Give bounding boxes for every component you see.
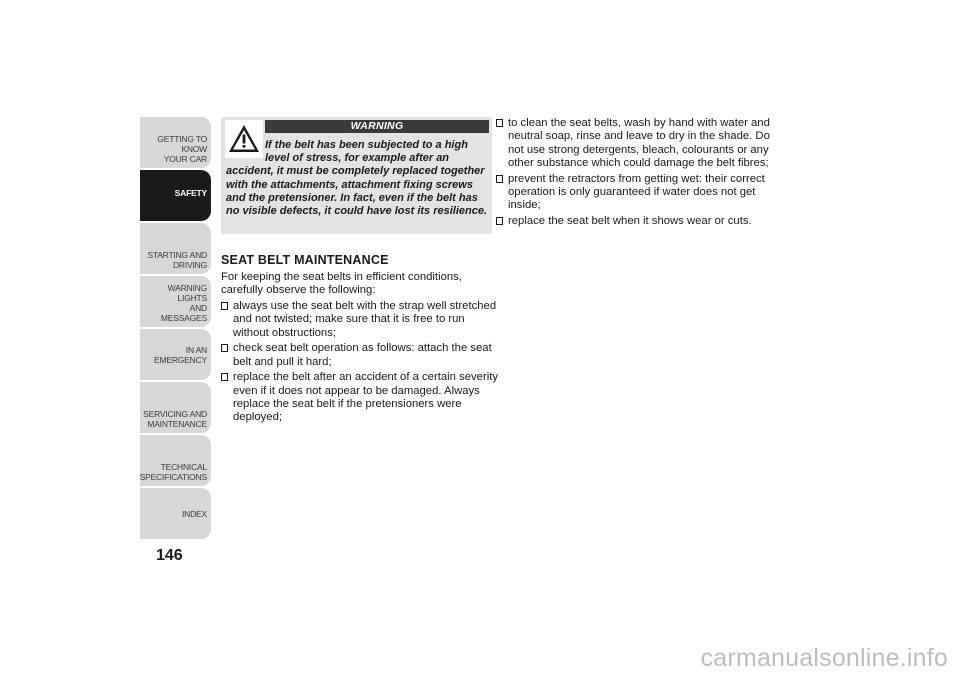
tab-getting-to-know-your-car[interactable] xyxy=(140,117,211,168)
section-title: SEAT BELT MAINTENANCE xyxy=(221,253,389,267)
tab-label: INDEX xyxy=(182,508,207,519)
tab-warning-lights-and-messages[interactable] xyxy=(140,276,211,327)
checkbox-bullet-icon xyxy=(221,373,228,381)
tab-label: STARTING AND DRIVING xyxy=(147,250,207,270)
tab-servicing-and-maintenance[interactable] xyxy=(140,382,211,433)
tab-starting-and-driving[interactable] xyxy=(140,223,211,274)
tab-label: TECHNICAL SPECIFICATIONS xyxy=(139,462,207,482)
checkbox-bullet-icon xyxy=(221,344,228,352)
warning-box xyxy=(221,117,492,234)
tab-label: SAFETY xyxy=(174,187,207,198)
warning-text-first: If the belt has been subjected to a high level of stress, for example after an xyxy=(265,139,468,165)
warning-text xyxy=(226,139,488,218)
list-item xyxy=(221,300,499,340)
list-item xyxy=(496,173,781,213)
warning-text-rest: accident, it must be completely replaced together with the attachments, attachment fixing screws and the pretensioner. In fact, even if the belt has no visible defects, it could have lost its resilience. xyxy=(226,165,488,218)
tab-safety[interactable] xyxy=(140,170,211,221)
list-item xyxy=(496,117,781,170)
list-item-text: check seat belt operation as follows: attach the seat belt and pull it hard; xyxy=(233,342,492,368)
bullet-list-left xyxy=(221,300,499,427)
tab-label: GETTING TO KNOW YOUR CAR xyxy=(157,134,207,164)
tab-technical-specifications[interactable] xyxy=(140,435,211,486)
checkbox-bullet-icon xyxy=(496,175,503,183)
tab-index[interactable] xyxy=(140,488,211,539)
checkbox-bullet-icon xyxy=(496,119,503,127)
list-item-text: prevent the retractors from getting wet: their correct operation is only guaranteed if water does not get inside; xyxy=(508,172,765,212)
list-item-text: always use the seat belt with the strap well stretched and not twisted; make sure that it is free to run without obstructions; xyxy=(233,300,497,339)
watermark: carmanualsonline.info xyxy=(700,644,948,672)
tab-label: SERVICING AND MAINTENANCE xyxy=(143,409,207,429)
list-item-text: to clean the seat belts, wash by hand with water and neutral soap, rinse and leave to dry in the shade. Do not use strong detergents, bleach, colourants or any other substance which could damage the belt fibres; xyxy=(508,117,770,169)
checkbox-bullet-icon xyxy=(496,217,503,225)
warning-header: WARNING xyxy=(265,120,489,133)
section-intro: For keeping the seat belts in efficient conditions, carefully observe the following: xyxy=(221,271,462,297)
list-item xyxy=(221,371,499,424)
checkbox-bullet-icon xyxy=(221,302,228,310)
page-number: 146 xyxy=(156,547,183,564)
bullet-list-right xyxy=(496,117,781,231)
list-item-text: replace the seat belt when it shows wear or cuts. xyxy=(508,215,752,228)
tab-label: WARNING LIGHTS AND MESSAGES xyxy=(160,283,207,323)
tab-label: IN AN EMERGENCY xyxy=(154,344,207,365)
list-item xyxy=(221,342,499,369)
tab-in-an-emergency[interactable] xyxy=(140,329,211,380)
list-item xyxy=(496,215,781,228)
list-item-text: replace the belt after an accident of a certain severity even if it does not appear to be damaged. Always replace the seat belt if the pretensioners were deployed; xyxy=(233,371,498,424)
